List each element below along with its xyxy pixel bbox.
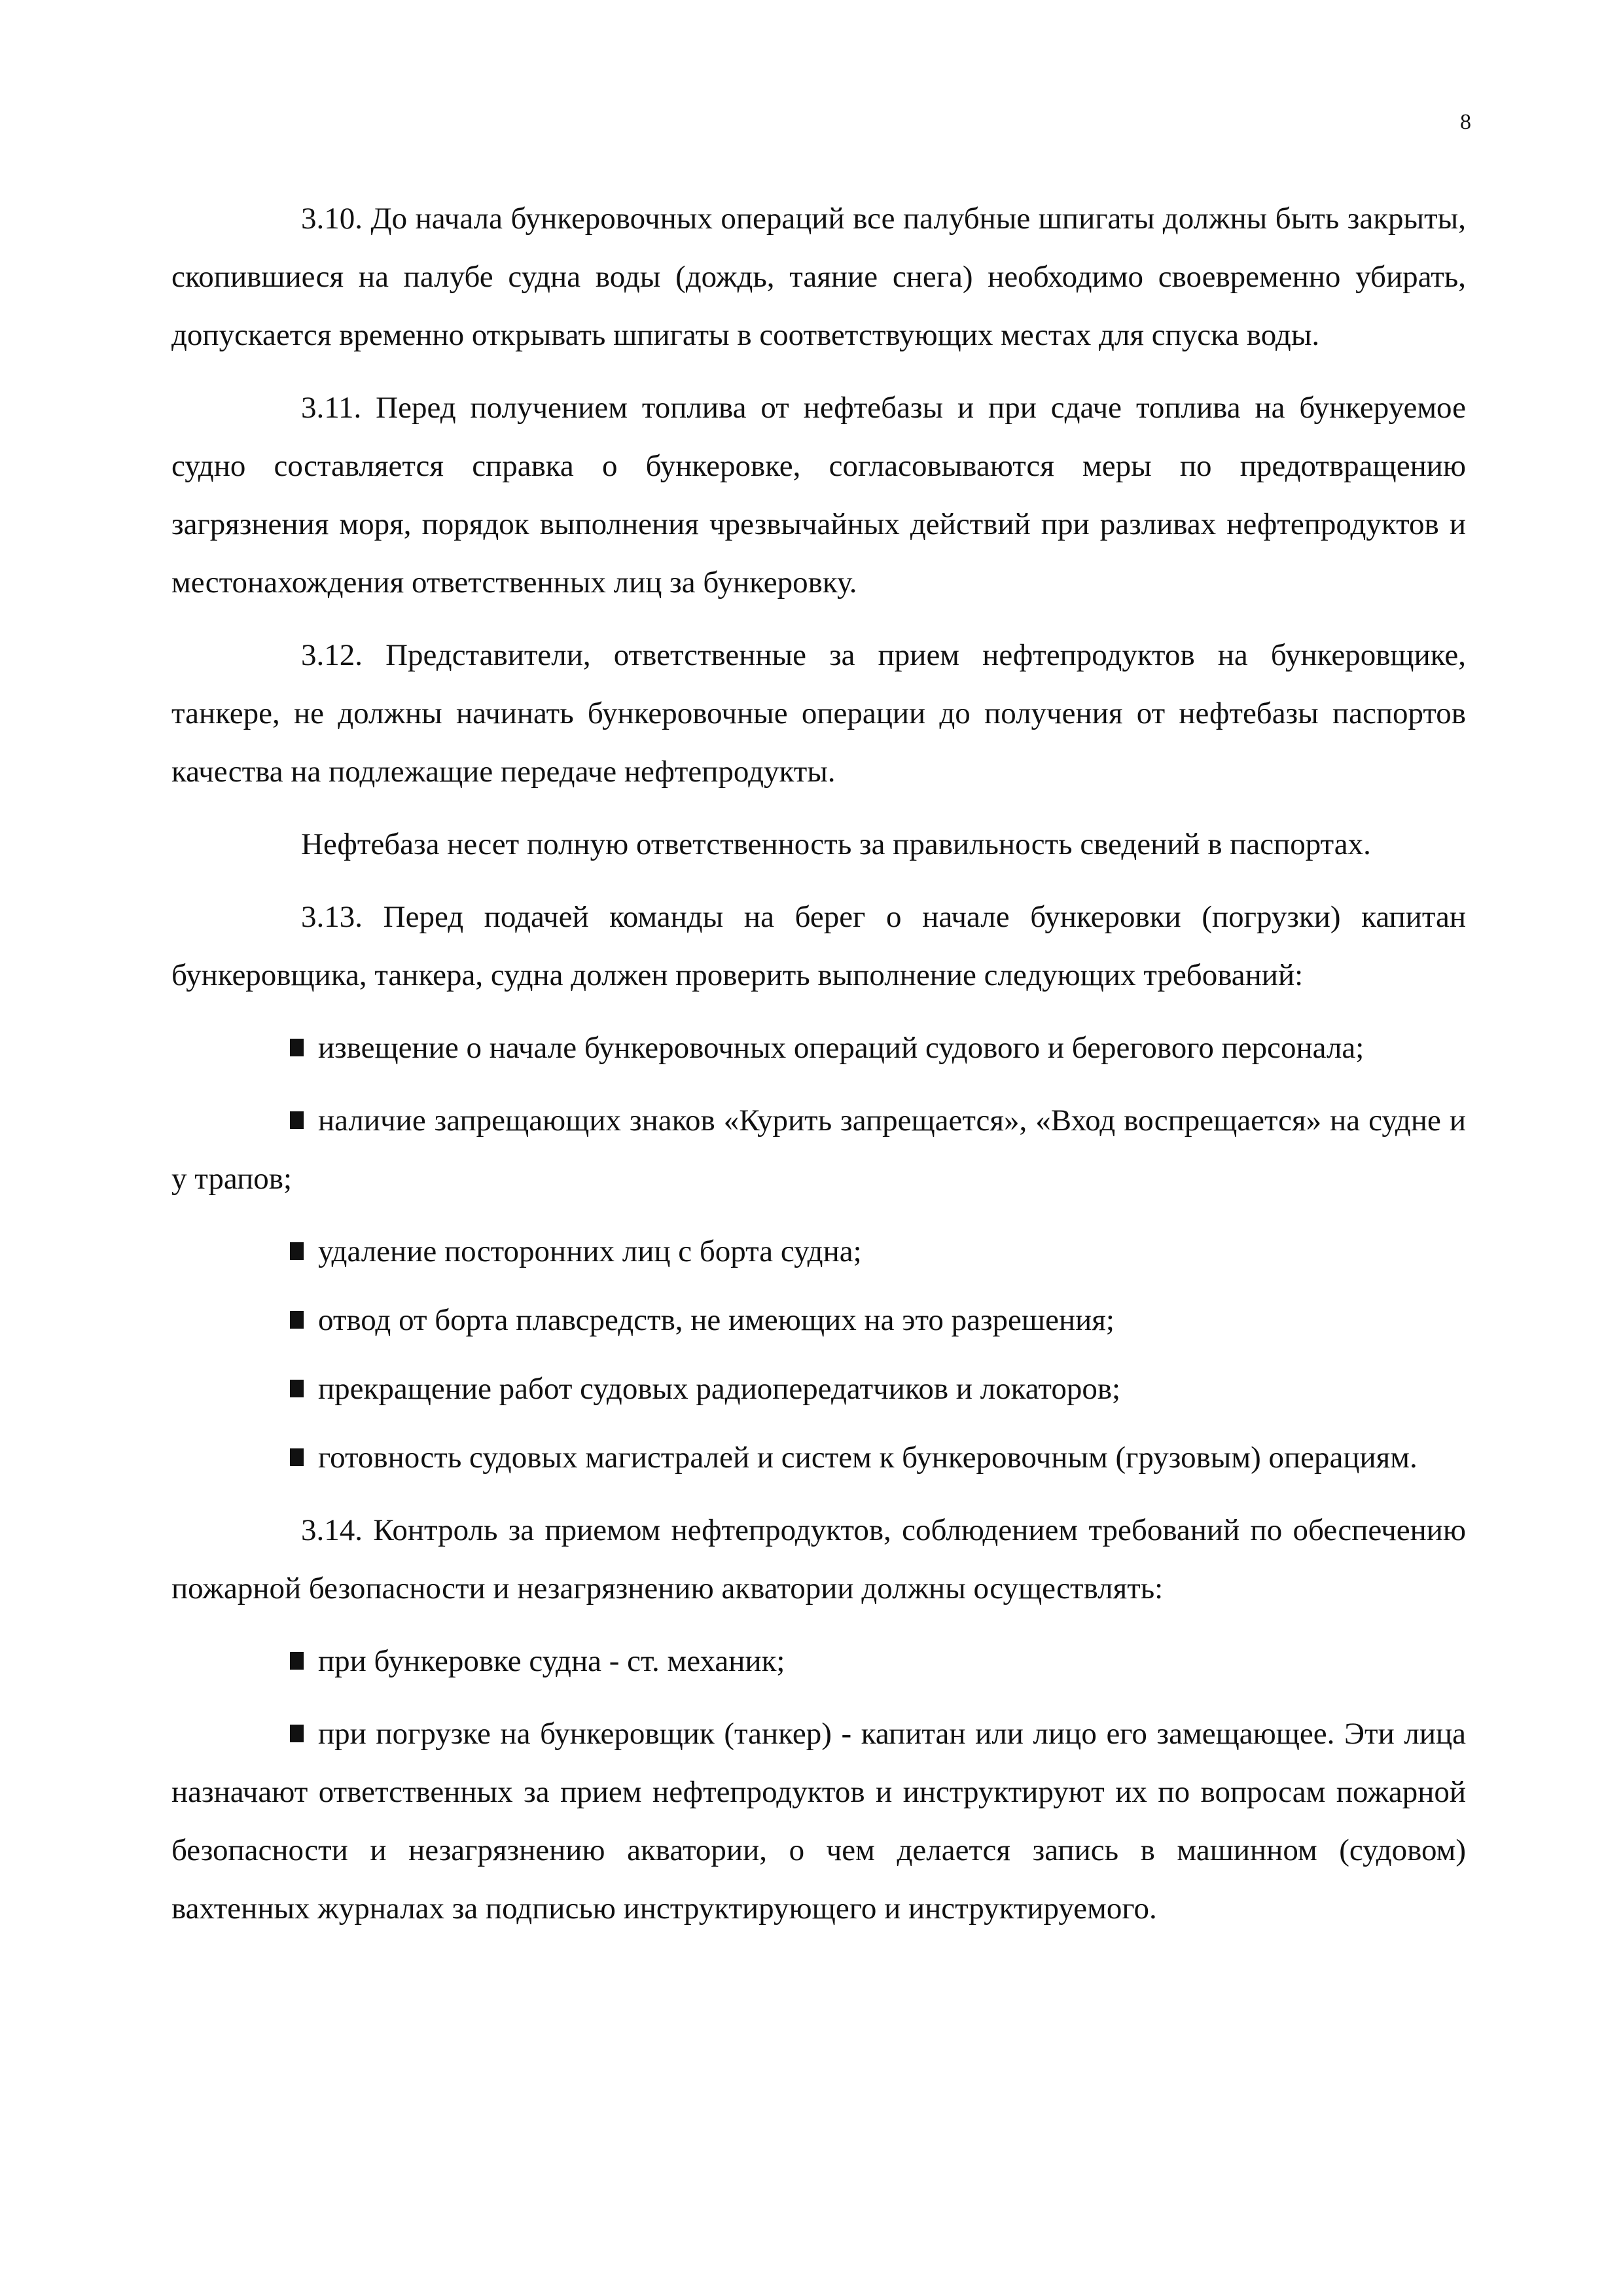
- square-bullet-icon: [290, 1652, 304, 1670]
- list-item-text: наличие запрещающих знаков «Курить запрещается», «Вход воспрещается» на судне и у трапов;: [171, 1103, 1466, 1196]
- square-bullet-icon: [290, 1725, 304, 1742]
- square-bullet-icon: [290, 1311, 304, 1329]
- document-body: [171, 190, 1466, 1952]
- list-item: [171, 1632, 1466, 1691]
- square-bullet-icon: [290, 1448, 304, 1466]
- square-bullet-icon: [290, 1039, 304, 1056]
- list-item-text: отвод от борта плавсредств, не имеющих на это разрешения;: [318, 1303, 1115, 1337]
- list-item-text: при погрузке на бункеровщик (танкер) - капитан или лицо его замещающее. Эти лица назначают ответственных за прием нефтепродуктов и инструктируют их по вопросам пожарной безопасности и незагрязнению акватории, о чем делается запись в машинном (судовом) вахтенных журналах за подписью инструктирующего и инструктируемого.: [171, 1717, 1466, 1926]
- list-item: [171, 1360, 1466, 1418]
- paragraph-3-13: 3.13. Перед подачей команды на берег о начале бункеровки (погрузки) капитан бункеровщика, танкера, судна должен проверить выполнение следующих требований:: [171, 900, 1466, 992]
- list-item: [171, 1019, 1466, 1077]
- square-bullet-icon: [290, 1380, 304, 1397]
- list-item-text: прекращение работ судовых радиопередатчиков и локаторов;: [318, 1372, 1121, 1406]
- list-item: [171, 1223, 1466, 1281]
- list-item-text: готовность судовых магистралей и систем к бункеровочным (грузовым) операциям.: [318, 1441, 1418, 1475]
- list-item: [171, 1291, 1466, 1350]
- paragraph-3-10: 3.10. До начала бункеровочных операций все палубные шпигаты должны быть закрыты, скопившиеся на палубе судна воды (дождь, таяние снега) необходимо своевременно убирать, допускается временно открывать шпигаты в соответствующих местах для спуска воды.: [171, 202, 1466, 352]
- paragraph-3-12: 3.12. Представители, ответственные за прием нефтепродуктов на бункеровщике, танкере, не должны начинать бункеровочные операции до получения от нефтебазы паспортов качества на подлежащие передаче нефтепродукты.: [171, 638, 1466, 789]
- list-item-text: извещение о начале бункеровочных операций судового и берегового персонала;: [318, 1031, 1364, 1065]
- list-item: [171, 1092, 1466, 1208]
- page-number: 8: [1460, 110, 1471, 134]
- paragraph-3-14: 3.14. Контроль за приемом нефтепродуктов, соблюдением требований по обеспечению пожарной безопасности и незагрязнению акватории должны осуществлять:: [171, 1513, 1466, 1605]
- list-item: [171, 1429, 1466, 1487]
- paragraph-responsibility: Нефтебаза несет полную ответственность за правильность сведений в паспортах.: [301, 827, 1371, 861]
- list-item-text: при бункеровке судна - ст. механик;: [318, 1644, 785, 1678]
- list-item-text: удаление посторонних лиц с борта судна;: [318, 1234, 862, 1268]
- square-bullet-icon: [290, 1111, 304, 1129]
- square-bullet-icon: [290, 1242, 304, 1260]
- list-item: [171, 1705, 1466, 1938]
- paragraph-3-11: 3.11. Перед получением топлива от нефтебазы и при сдаче топлива на бункеруемое судно составляется справка о бункеровке, согласовываются меры по предотвращению загрязнения моря, порядок выполнения чрезвычайных действий при разливах нефтепродуктов и местонахождения ответственных лиц за бункеровку.: [171, 391, 1466, 600]
